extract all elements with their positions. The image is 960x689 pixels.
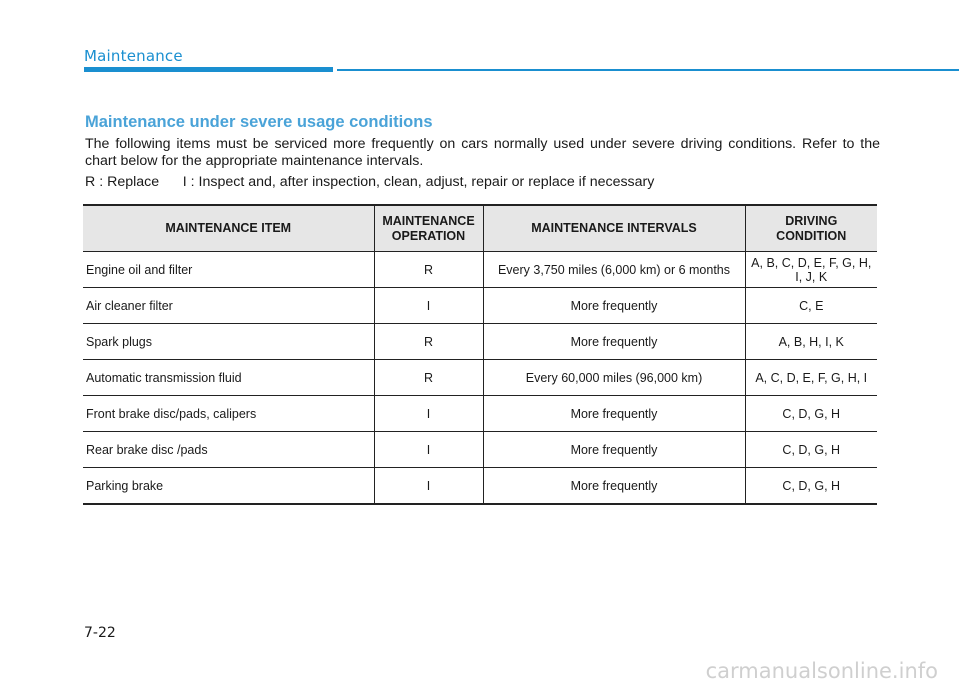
cell-condition: C, D, G, H: [745, 468, 877, 505]
cell-item: Engine oil and filter: [83, 252, 374, 288]
cell-interval: More frequently: [483, 324, 745, 360]
table-row: [83, 432, 877, 468]
cell-interval: More frequently: [483, 432, 745, 468]
intro-paragraph: The following items must be serviced more frequently on cars normally used under severe driving conditions. Refer to the chart below for the appropriate maintenance intervals.: [85, 136, 880, 169]
cell-operation: R: [374, 324, 483, 360]
header-rule-thick: [84, 67, 333, 72]
cell-condition: A, B, H, I, K: [745, 324, 877, 360]
header-rule-thin: [337, 69, 959, 71]
cell-operation: R: [374, 360, 483, 396]
cell-interval: Every 60,000 miles (96,000 km): [483, 360, 745, 396]
cell-condition: C, E: [745, 288, 877, 324]
cell-interval: More frequently: [483, 288, 745, 324]
cell-condition: A, B, C, D, E, F, G, H, I, J, K: [745, 252, 877, 288]
watermark-text: carmanualsonline.info: [705, 659, 938, 683]
table-row: [83, 396, 877, 432]
header-maintenance-intervals: MAINTENANCE INTERVALS: [483, 205, 745, 252]
page-number: 7-22: [84, 625, 116, 641]
table-row: [83, 324, 877, 360]
cell-operation: I: [374, 468, 483, 505]
cell-item: Spark plugs: [83, 324, 374, 360]
cell-item: Rear brake disc /pads: [83, 432, 374, 468]
table-row: [83, 360, 877, 396]
cell-condition: C, D, G, H: [745, 432, 877, 468]
cell-item: Front brake disc/pads, calipers: [83, 396, 374, 432]
table-row: [83, 288, 877, 324]
cell-interval: More frequently: [483, 468, 745, 505]
cell-operation: I: [374, 396, 483, 432]
table-row: [83, 468, 877, 505]
cell-item: Air cleaner filter: [83, 288, 374, 324]
cell-item: Automatic transmission fluid: [83, 360, 374, 396]
cell-condition: A, C, D, E, F, G, H, I: [745, 360, 877, 396]
maintenance-table: [83, 204, 877, 505]
cell-interval: Every 3,750 miles (6,000 km) or 6 months: [483, 252, 745, 288]
header-driving-condition: DRIVING CONDITION: [745, 205, 877, 252]
cell-condition: C, D, G, H: [745, 396, 877, 432]
cell-operation: I: [374, 432, 483, 468]
cell-interval: More frequently: [483, 396, 745, 432]
header-maintenance-item: MAINTENANCE ITEM: [83, 205, 374, 252]
cell-operation: R: [374, 252, 483, 288]
table-header-row: [83, 205, 877, 252]
header-maintenance-operation: MAINTENANCE OPERATION: [374, 205, 483, 252]
cell-operation: I: [374, 288, 483, 324]
cell-item: Parking brake: [83, 468, 374, 505]
page-heading: Maintenance under severe usage conditions: [85, 113, 433, 131]
legend-text: R : Replace I : Inspect and, after inspection, clean, adjust, repair or replace if necessary: [85, 174, 655, 190]
section-title: Maintenance: [84, 47, 183, 65]
table-row: [83, 252, 877, 288]
